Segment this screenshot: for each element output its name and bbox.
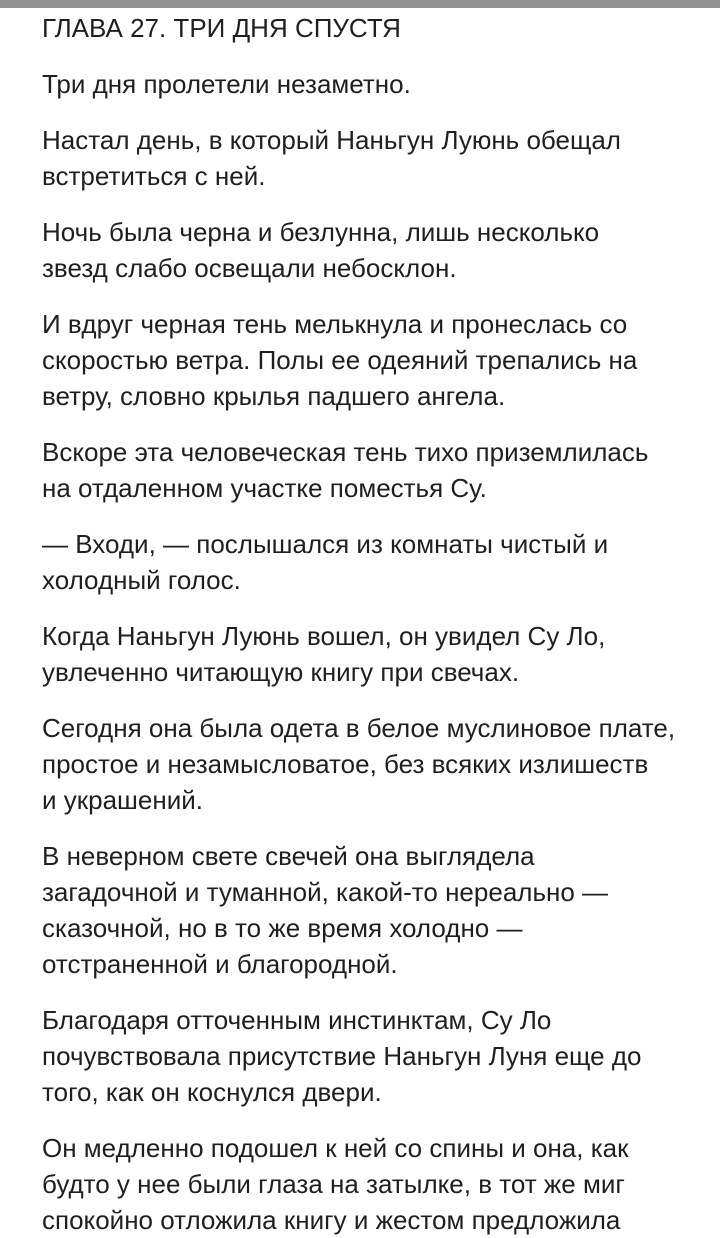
chapter-title: ГЛАВА 27. ТРИ ДНЯ СПУСТЯ	[42, 13, 401, 43]
text-line: почувствовала присутствие Наньгун Луня еще до	[42, 1041, 642, 1071]
text-line: Вскоре эта человеческая тень тихо приземлилась	[42, 437, 649, 467]
text-line: И вдруг черная тень мелькнула и пронеслась со	[42, 309, 628, 339]
text-line: того, как он коснулся двери.	[42, 1077, 382, 1107]
text-line: Когда Наньгун Луюнь вошел, он увидел Су Ло,	[42, 621, 606, 651]
text-line: Настал день, в который Наньгун Луюнь обещал	[42, 125, 621, 155]
text-line: загадочной и туманной, какой-то нереально —	[42, 877, 609, 907]
paragraph	[42, 838, 692, 982]
status-bar	[0, 0, 720, 8]
paragraph	[42, 1002, 692, 1110]
text-line: сказочной, но в то же время холодно —	[42, 913, 523, 943]
text-line: и украшений.	[42, 785, 203, 815]
text-line: встретиться с ней.	[42, 161, 266, 191]
paragraph	[42, 526, 692, 598]
text-line: Ночь была черна и безлунна, лишь несколько	[42, 217, 600, 247]
text-line: холодный голос.	[42, 565, 241, 595]
paragraph	[42, 122, 692, 194]
paragraph	[42, 710, 692, 818]
paragraph	[42, 306, 692, 414]
text-line: скоростью ветра. Полы ее одеяний трепались на	[42, 345, 638, 375]
text-line: отстраненной и благородной.	[42, 949, 398, 979]
text-line: простое и незамысловатое, без всяких излишеств	[42, 749, 649, 779]
text-line: увлеченно читающую книгу при свечах.	[42, 657, 520, 687]
text-line: на отдаленном участке поместья Су.	[42, 473, 487, 503]
text-line: Он медленно подошел к ней со спины и она, как	[42, 1133, 629, 1163]
text-line: — Входи, — послышался из комнаты чистый и	[42, 529, 609, 559]
paragraph	[42, 66, 692, 102]
text-line: ветру, словно крылья падшего ангела.	[42, 381, 506, 411]
text-line: Три дня пролетели незаметно.	[42, 69, 411, 99]
text-line: Сегодня она была одета в белое муслиновое плате,	[42, 713, 676, 743]
paragraph	[42, 434, 692, 506]
paragraph	[42, 1130, 692, 1238]
text-line: будто у нее были глаза на затылке, в тот же миг	[42, 1169, 625, 1199]
paragraph	[42, 618, 692, 690]
text-line: звезд слабо освещали небосклон.	[42, 253, 457, 283]
text-line: Благодаря отточенным инстинктам, Су Ло	[42, 1005, 552, 1035]
text-line: спокойно отложила книгу и жестом предложила	[42, 1205, 621, 1235]
text-line: В неверном свете свечей она выглядела	[42, 841, 535, 871]
reader-page[interactable]	[0, 8, 720, 1238]
paragraph	[42, 214, 692, 286]
